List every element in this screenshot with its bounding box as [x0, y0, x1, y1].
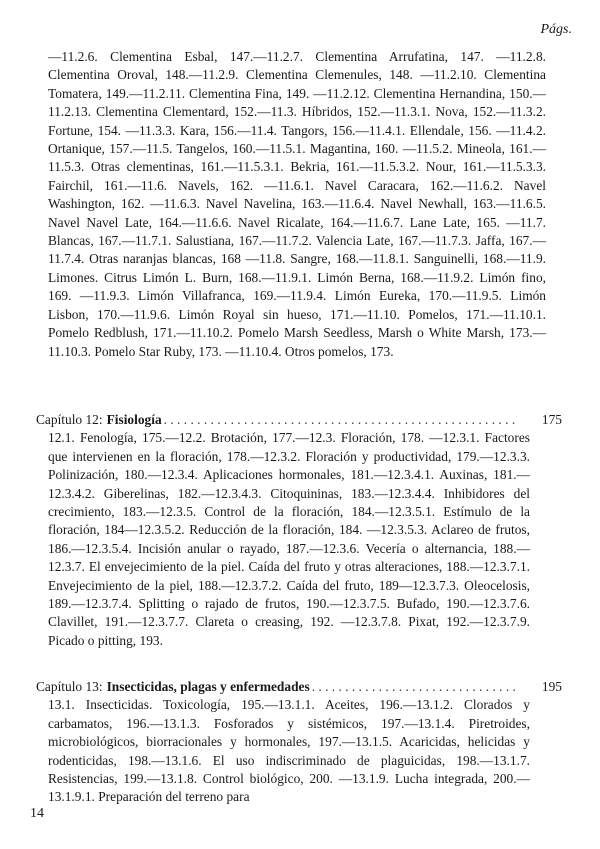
chapter-heading	[36, 678, 562, 696]
chapter-page-number: 195	[541, 679, 562, 694]
dot-leader	[164, 411, 516, 429]
chapter-prefix: Capítulo 12:	[36, 412, 103, 427]
chapter-entries: 12.1. Fenología, 175.—12.2. Brotación, 177.—12.3. Floración, 178. —12.3.1. Factores que intervienen en la floración, 178.—12.3.2. Floración y productividad, 179.—12.3.3. Polinización, 180.—12.3.4. Aplicaciones hormonales, 181.—12.3.4.1. Auxinas, 181.—12.3.4.2. Giberelinas, 182.—12.3.4.3. Citoquininas, 183.—12.3.4.4. Inhibidores del crecimiento, 183.—12.3.5. Control de la floración, 184.—12.3.5.1. Estímulo de la floración, 184—12.3.5.2. Reducción de la floración, 184. —12.3.5.3. Aclareo de frutos, 186.—12.3.5.4. Incisión anular o rayado, 187.—12.3.6. Vecería o alternancia, 188.—12.3.7. El envejecimiento de la piel. Caída del fruto y otras alteraciones, 188.—12.3.7.1. Envejecimiento de la piel, 188.—12.3.7.2. Caída del fruto, 189—12.3.7.3. Oleocelosis, 189.—12.3.7.4. Splitting o rajado de frutos, 190.—12.3.7.5. Bufado, 190.—12.3.7.6. Clavillet, 191.—12.3.7.7. Clareta o creasing, 192. —12.3.7.8. Pixat, 192.—12.3.7.9. Picado o pitting, 193.	[48, 430, 530, 648]
footer-page-number: 14	[30, 806, 44, 821]
dot-leader	[312, 678, 516, 696]
chapter-page-number: 175	[541, 412, 562, 427]
page-header-label: Págs.	[540, 22, 572, 37]
chapter-title: Fisiología	[106, 412, 162, 427]
toc-chapter-12	[36, 411, 562, 650]
chapter-heading	[36, 411, 562, 429]
toc-chapter-13	[36, 678, 562, 807]
chapter-title: Insecticidas, plagas y enfermedades	[106, 679, 310, 694]
chapter-prefix: Capítulo 13:	[36, 679, 103, 694]
chapter-entries: 13.1. Insecticidas. Toxicología, 195.—13.1.1. Aceites, 196.—13.1.2. Clorados y carbamatos, 196.—13.1.3. Fosforados y sistémicos, 197.—13.1.4. Piretroides, microbiológicos, biorracionales y hormonales, 197.—13.1.5. Acaricidas, helicidas y rodenticidas, 198.—13.1.6. El uso indiscriminado de plaguicidas, 198.—13.1.7. Resistencias, 199.—13.1.8. Control biológico, 200. —13.1.9. Lucha integrada, 200.—13.1.9.1. Preparación del terreno para	[48, 697, 530, 805]
toc-continued-entries: —11.2.6. Clementina Esbal, 147.—11.2.7. Clementina Arrufatina, 147. —11.2.8. Clementina Oroval, 148.—11.2.9. Clementina Clemenules, 148. —11.2.10. Clementina Tomatera, 149.—11.2.11. Clementina Fina, 149. —11.2.12. Clementina Hernandina, 150.—11.2.13. Clementina Clementard, 152.—11.3. Híbridos, 152.—11.3.1. Nova, 152.—11.3.2. Fortune, 154. —11.3.3. Kara, 156.—11.4. Tangors, 156.—11.4.1. Ellendale, 156. —11.4.2. Ortanique, 157.—11.5. Tangelos, 160.—11.5.1. Magantina, 160. —11.5.2. Mineola, 161.—11.5.3. Otras clementinas, 161.—11.5.3.1. Bekria, 161.—11.5.3.2. Nour, 161.—11.5.3.3. Fairchil, 161.—11.6. Navels, 162. —11.6.1. Navel Caracara, 162.—11.6.2. Navel Washington, 162. —11.6.3. Navel Navelina, 163.—11.6.4. Navel Newhall, 163.—11.6.5. Navel Navel Late, 164.—11.6.6. Navel Ricalate, 164.—11.6.7. Lane Late, 165. —11.7. Blancas, 167.—11.7.1. Salustiana, 167.—11.7.2. Valencia Late, 167.—11.7.3. Jaffa, 167.—11.7.4. Otras naranjas blancas, 168 —11.8. Sangre, 168.—11.8.1. Sanguinelli, 168.—11.9. Limones. Citrus Limón L. Burn, 168.—11.9.1. Limón Berna, 168.—11.9.2. Limón fino, 169. —11.9.3. Limón Villafranca, 169.—11.9.4. Limón Eureka, 170.—11.9.5. Limón Lisbon, 170.—11.9.6. Limón Royal sin hueso, 171.—11.10. Pomelos, 171.—11.10.1. Pomelo Redblush, 171.—11.10.2. Pomelo Marsh Seedless, Marsh o White Marsh, 173.—11.10.3. Pomelo Star Ruby, 173. —11.10.4. Otros pomelos, 173.	[48, 49, 546, 359]
